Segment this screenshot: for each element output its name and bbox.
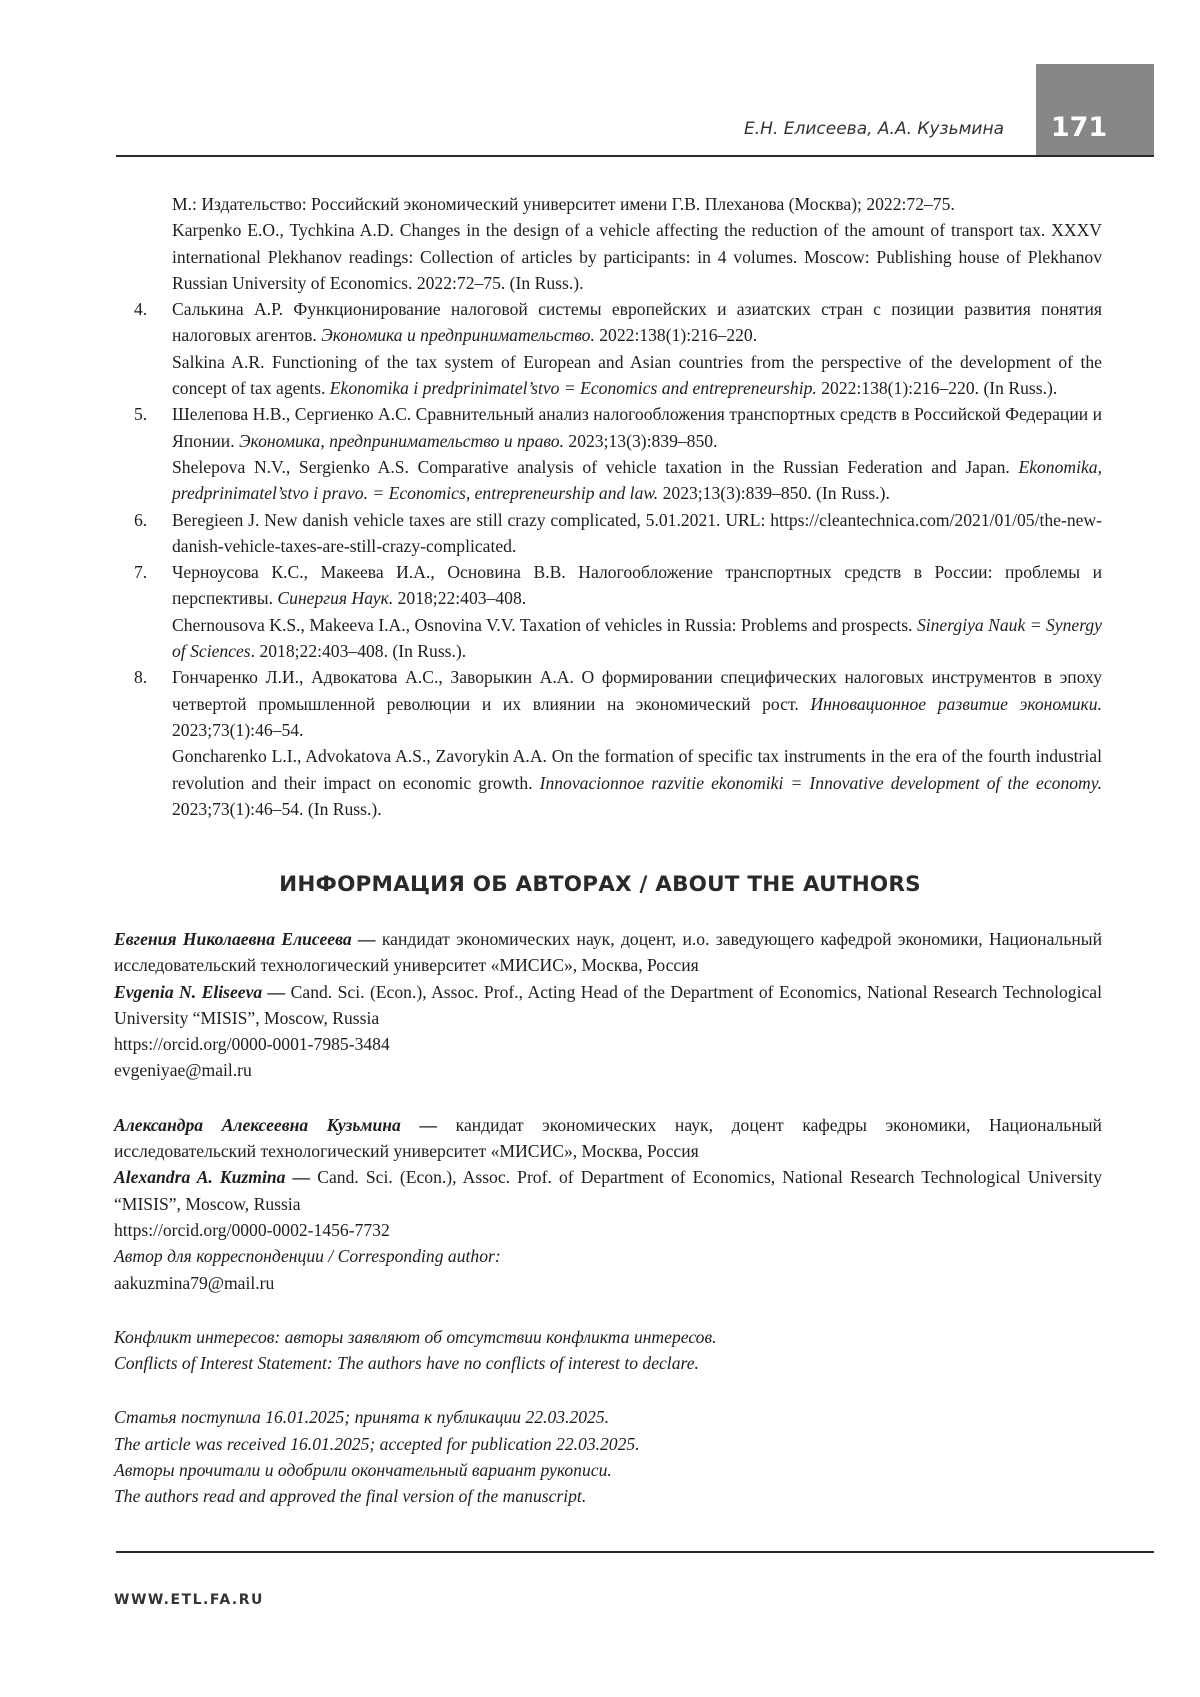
ref-en: Shelepova N.V., Sergienko A.S. Comparative analysis of vehicle taxation in the Russian Federation and Japan. Ekonomika, predprinimatel’stvo i pravo. = Economics, entrepreneurship and law. 2023;13(3):839–850. (In Russ.). [172,456,1102,504]
ref-en: Chernousova K.S., Makeeva I.A., Osnovina V.V. Taxation of vehicles in Russia: Problems and prospects. Sinergiya Nauk = Synergy of Sciences. 2018;22:403–408. (In Russ.). [172,614,1102,662]
page-number: 171 [1050,112,1108,143]
corresponding-label: Автор для корреспонденции / Corresponding author: [114,1246,501,1267]
received-en: The article was received 16.01.2025; accepted for publication 22.03.2025. [114,1433,640,1454]
author-ru: Евгения Николаевна Елисеева — кандидат экономических наук, доцент, и.о. заведующего кафедрой экономики, Национальный исследовательский технологический университет «МИСИС», Москва, Россия [114,929,1102,976]
ref-ru: Салькина А.Р. Функционирование налоговой системы европейских и азиатских стран с позиции развития понятия налоговых агентов. Экономика и предпринимательство. 2022:138(1):216–220. [172,299,1102,346]
ref-text: Beregieen J. New danish vehicle taxes are still crazy complicated, 5.01.2021. URL: https://cleantechnica.com/2021/01/05/the-new-danish-vehicle-taxes-are-still-crazy-complicated. [172,509,1102,556]
conflict-en: Conflicts of Interest Statement: The authors have no conflicts of interest to declare. [114,1353,699,1374]
author-name-ru: Евгения Николаевна Елисеева — [114,929,376,949]
author-name-en: Alexandra A. Kuzmina — [114,1167,311,1188]
ref-en: Goncharenko L.I., Advokatova A.S., Zavorykin A.A. On the formation of specific tax instruments in the era of the fourth industrial revolution and their impact on economic growth. Innovacionnoe razvitie ekonomiki = Innovative development of the economy. 2023;73(1):46–54. (In Russ.). [172,746,1102,819]
journal-website[interactable]: WWW.ETL.FA.RU [114,1592,264,1608]
author-ru: Александра Алексеевна Кузьмина — кандидат экономических наук, доцент кафедры экономики, Национальный исследовательский технологический университет «МИСИС», Москва, Россия [114,1114,1102,1162]
ref-continuation-en: Karpenko E.O., Tychkina A.D. Changes in the design of a vehicle affecting the reduction of the amount of transport tax. XXXV international Plekhanov readings: Collection of articles by participants: in 4 volumes. Moscow: Publishing house of Plekhanov Russian University of Economics. 2022:72–75. (In Russ.). [172,220,1102,293]
reference-item [134,559,1102,664]
running-header-authors: Е.Н. Елисеева, А.А. Кузьмина [744,119,1004,139]
received-ru: Статья поступила 16.01.2025; принята к публикации 22.03.2025. [114,1407,610,1428]
ref-number: 5. [134,404,148,425]
conflict-ru: Конфликт интересов: авторы заявляют об отсутствии конфликта интересов. [114,1326,717,1347]
reference-list [134,191,1102,822]
email-link[interactable]: evgeniyae@mail.ru [114,1060,252,1081]
header-rule [116,155,1154,157]
author-block [114,926,1102,1084]
orcid-link[interactable]: https://orcid.org/0000-0002-1456-7732 [114,1219,390,1240]
ref-ru: Гончаренко Л.И., Адвокатова А.С., Заворыкин А.А. О формировании специфических налоговых инструментов в эпоху четвертой промышленной революции и их влиянии на экономический рост. Инновационное развитие экономики. 2023;73(1):46–54. [172,667,1102,740]
reference-item [134,401,1102,506]
ref-ru: Черноусова К.С., Макеева И.А., Основина В.В. Налогообложение транспортных средств в России: проблемы и перспективы. Синергия Наук. 2018;22:403–408. [172,562,1102,609]
author-name-en: Evgenia N. Eliseeva — [114,981,286,1002]
reference-item [134,296,1102,401]
author-en: Evgenia N. Eliseeva — Cand. Sci. (Econ.), Assoc. Prof., Acting Head of the Department of Economics, National Research Technological University “MISIS”, Moscow, Russia [114,981,1102,1028]
ref-continuation-ru: М.: Издательство: Российский экономический университет имени Г.В. Плеханова (Москва); 2022:72–75. [172,194,955,214]
approved-ru: Авторы прочитали и одобрили окончательный вариант рукописи. [114,1460,612,1481]
ref-ru: Шелепова Н.В., Сергиенко А.С. Сравнительный анализ налогообложения транспортных средств в Российской Федерации и Японии. Экономика, предпринимательство и право. 2023;13(3):839–850. [172,404,1102,451]
author-name-ru: Александра Алексеевна Кузьмина — [114,1114,438,1135]
footer-rule [116,1551,1154,1553]
reference-item [134,664,1102,822]
author-info [114,926,1102,1510]
author-block [114,1112,1102,1296]
author-en: Alexandra A. Kuzmina — Cand. Sci. (Econ.), Assoc. Prof. of Department of Economics, National Research Technological University “MISIS”, Moscow, Russia [114,1167,1102,1214]
ref-en: Salkina A.R. Functioning of the tax system of European and Asian countries from the perspective of the development of the concept of tax agents. Ekonomika i predprinimatel’stvo = Economics and entrepreneurship. 2022:138(1):216–220. (In Russ.). [172,351,1102,399]
section-title: ИНФОРМАЦИЯ ОБ АВТОРАХ / ABOUT THE AUTHORS [279,872,921,897]
reference-item [134,507,1102,560]
page-number-box [1036,64,1154,157]
ref-number: 8. [134,667,148,688]
email-link[interactable]: aakuzmina79@mail.ru [114,1272,275,1293]
approved-en: The authors read and approved the final version of the manuscript. [114,1486,587,1507]
ref-number: 6. [134,509,148,530]
ref-number: 7. [134,562,148,583]
ref-number: 4. [134,299,148,320]
orcid-link[interactable]: https://orcid.org/0000-0001-7985-3484 [114,1034,390,1055]
